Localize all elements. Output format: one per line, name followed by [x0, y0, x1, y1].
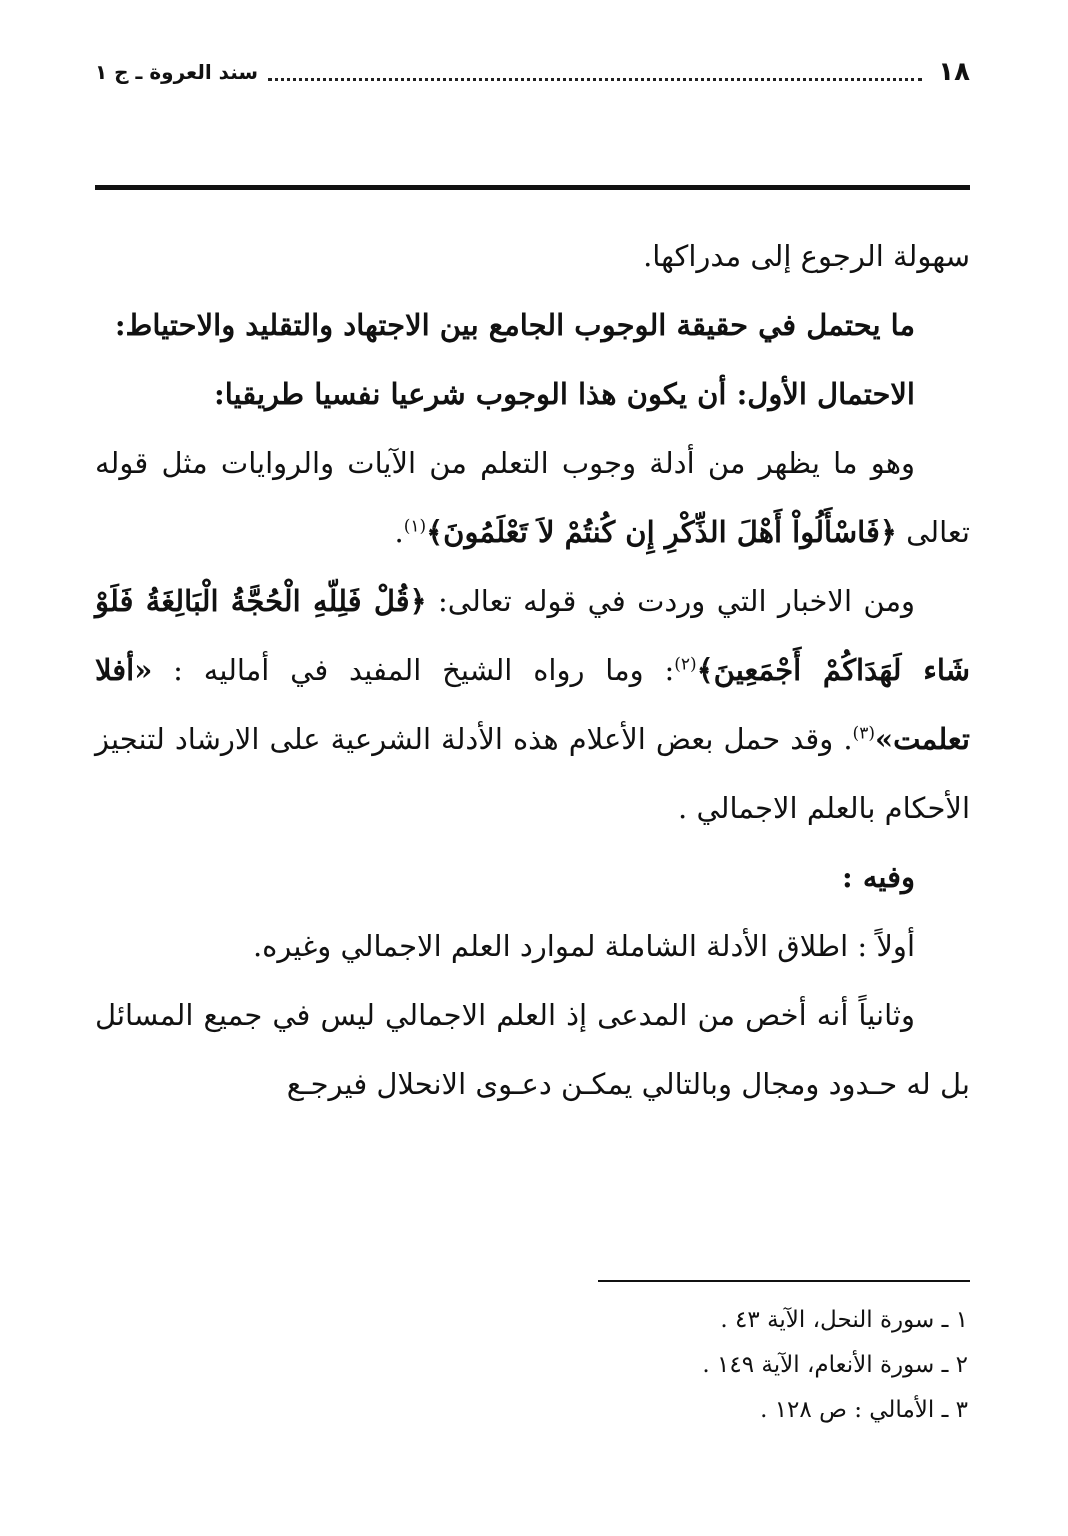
page-number: ١٨ [938, 57, 970, 87]
section-heading: ما يحتمل في حقيقة الوجوب الجامع بين الاجتهاد والتقليد والاحتياط: [114, 308, 915, 342]
book-title: سند العروة ـ ج ١ [95, 60, 259, 84]
paragraph-first-possibility [95, 429, 970, 567]
header-rule [95, 185, 970, 190]
footnote-3: ٣ ـ الأمالي : ص ١٢٨ . [760, 1397, 968, 1423]
footnote-reference-1: (١) [403, 516, 427, 537]
header-dot-leader [268, 78, 922, 81]
footnote-1: ١ ـ سورة النحل، الآية ٤٣ . [720, 1307, 968, 1333]
paragraph-text: : وما رواه الشيخ المفيد في أماليه : [152, 653, 675, 687]
paragraph-first-objection: أولاً : اطلاق الأدلة الشاملة لموارد العلم الاجمالي وغيره. [252, 929, 915, 963]
footnote-reference-3: (٣) [852, 723, 875, 744]
paragraph-text: . وقد حمل بعض الأعلام هذه الأدلة الشرعية على الارشاد لتنجيز الأحكام بالعلم الاجمالي . [95, 722, 970, 825]
paragraph-second-objection: وثانياً أنه أخص من المدعى إذ العلم الاجمالي ليس في جميع المسائل بل له حـدود ومجال وبالتالي يمكـن دعـوى الانحلال فيرجـع [95, 998, 970, 1101]
footnote-2: ٢ ـ سورة الأنعام، الآية ١٤٩ . [702, 1352, 968, 1378]
objection-heading: وفيه : [842, 860, 915, 894]
running-header [95, 50, 970, 94]
paragraph-text: ومن الاخبار التي وردت في قوله تعالى: [426, 584, 915, 618]
footnote-reference-2: (٢) [674, 654, 697, 675]
footnote-rule [598, 1280, 970, 1282]
paragraph-continuation: سهولة الرجوع إلى مدراكها. [643, 239, 970, 273]
body-text [95, 222, 970, 1119]
subsection-heading: الاحتمال الأول: أن يكون هذا الوجوب شرعيا نفسيا طريقيا: [214, 377, 915, 411]
quran-verse: ﴿قُلْ فَلِلّهِ الْحُجَّةُ الْبَالِغَةُ فَلَوْ شَاء لَهَدَاكُمْ أَجْمَعِينَ﴾ [95, 584, 970, 687]
hadith-quote: «أفلا تعلمت» [95, 653, 970, 756]
paragraph-text: وهو ما يظهر من أدلة وجوب التعلم من الآيات والروايات مثل قوله تعالى [95, 446, 970, 549]
quran-verse: ﴿فَاسْأَلُواْ أَهْلَ الذِّكْرِ إِن كُنتُمْ لاَ تَعْلَمُونَ﴾ [426, 515, 897, 549]
paragraph-narrations [95, 567, 970, 843]
footnotes [95, 1298, 970, 1433]
paragraph-text: . [394, 515, 404, 549]
